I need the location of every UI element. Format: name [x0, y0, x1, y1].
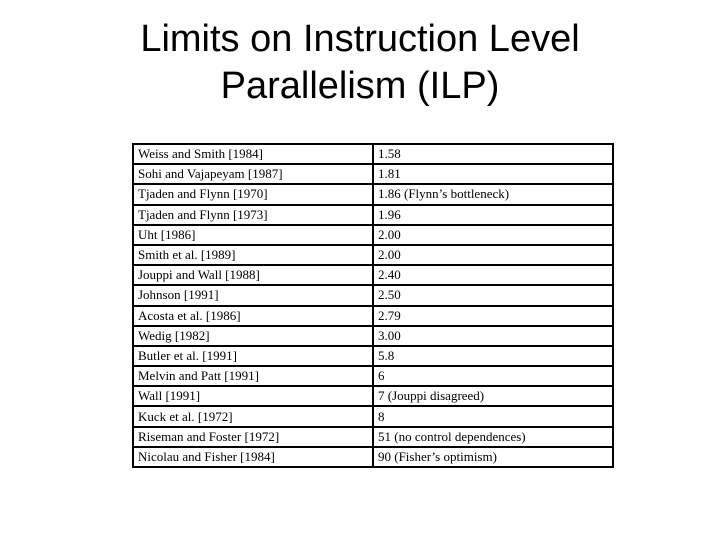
ilp-limit-cell: 51 (no control dependences)	[373, 427, 613, 447]
ilp-limits-table	[132, 143, 614, 468]
study-cell: Tjaden and Flynn [1973]	[133, 205, 373, 225]
table-row	[133, 205, 613, 225]
study-cell: Kuck et al. [1972]	[133, 406, 373, 426]
slide-title-line-1: Limits on Instruction Level	[140, 18, 580, 60]
study-cell: Riseman and Foster [1972]	[133, 427, 373, 447]
ilp-limit-cell: 6	[373, 366, 613, 386]
slide-title	[0, 16, 720, 110]
table-row	[133, 447, 613, 467]
ilp-limit-cell: 2.00	[373, 225, 613, 245]
ilp-limit-cell: 2.00	[373, 245, 613, 265]
study-cell: Sohi and Vajapeyam [1987]	[133, 164, 373, 184]
table-row	[133, 346, 613, 366]
ilp-limit-cell: 7 (Jouppi disagreed)	[373, 386, 613, 406]
table-row	[133, 427, 613, 447]
table-row	[133, 366, 613, 386]
study-cell: Johnson [1991]	[133, 285, 373, 305]
study-cell: Weiss and Smith [1984]	[133, 144, 373, 164]
study-cell: Nicolau and Fisher [1984]	[133, 447, 373, 467]
study-cell: Melvin and Patt [1991]	[133, 366, 373, 386]
ilp-limit-cell: 2.79	[373, 306, 613, 326]
ilp-limit-cell: 1.58	[373, 144, 613, 164]
table-row	[133, 144, 613, 164]
table-row	[133, 184, 613, 204]
table-row	[133, 285, 613, 305]
ilp-limit-cell: 1.96	[373, 205, 613, 225]
ilp-limit-cell: 1.81	[373, 164, 613, 184]
ilp-limit-cell: 2.40	[373, 265, 613, 285]
ilp-limit-cell: 5.8	[373, 346, 613, 366]
table-row	[133, 164, 613, 184]
study-cell: Smith et al. [1989]	[133, 245, 373, 265]
ilp-limit-cell: 8	[373, 406, 613, 426]
table-row	[133, 265, 613, 285]
ilp-limit-cell: 90 (Fisher’s optimism)	[373, 447, 613, 467]
table-row	[133, 306, 613, 326]
table-row	[133, 245, 613, 265]
table-row	[133, 406, 613, 426]
study-cell: Butler et al. [1991]	[133, 346, 373, 366]
study-cell: Wedig [1982]	[133, 326, 373, 346]
study-cell: Uht [1986]	[133, 225, 373, 245]
study-cell: Jouppi and Wall [1988]	[133, 265, 373, 285]
study-cell: Tjaden and Flynn [1970]	[133, 184, 373, 204]
table-row	[133, 225, 613, 245]
slide-title-line-2: Parallelism (ILP)	[220, 65, 500, 107]
study-cell: Acosta et al. [1986]	[133, 306, 373, 326]
table-row	[133, 326, 613, 346]
ilp-limit-cell: 3.00	[373, 326, 613, 346]
table-row	[133, 386, 613, 406]
ilp-limit-cell: 1.86 (Flynn’s bottleneck)	[373, 184, 613, 204]
ilp-limit-cell: 2.50	[373, 285, 613, 305]
study-cell: Wall [1991]	[133, 386, 373, 406]
